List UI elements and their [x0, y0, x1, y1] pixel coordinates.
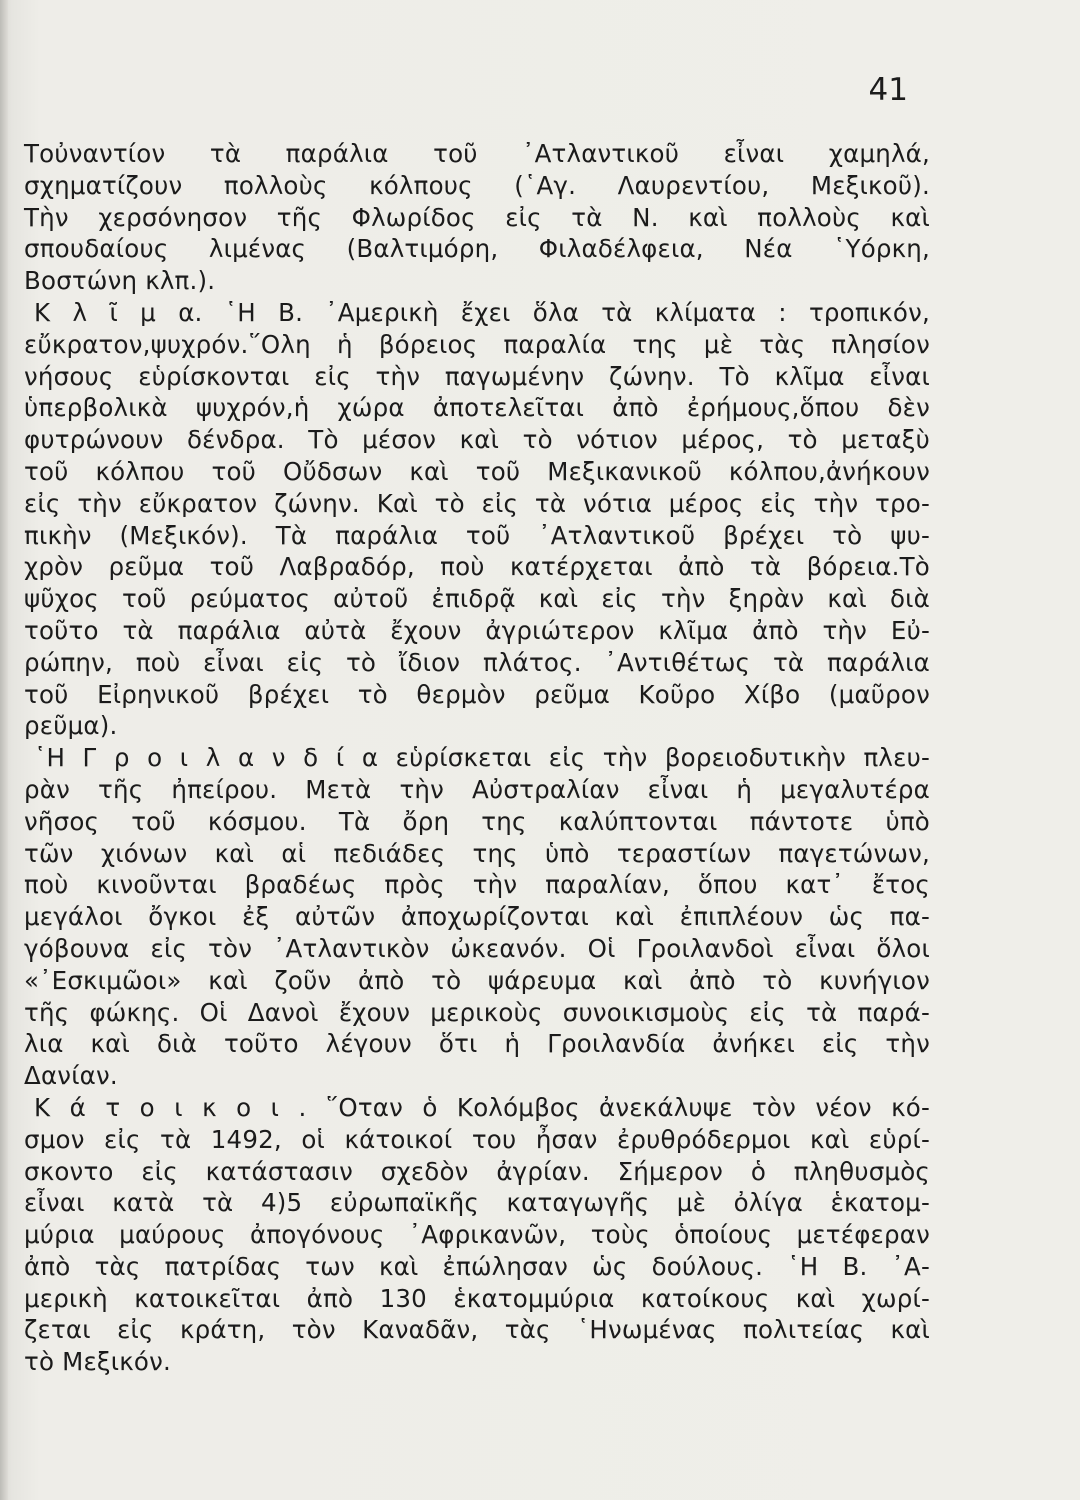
text-line: σμον εἰς τὰ 1492, οἱ κάτοικοί του ἦσαν ἐρυθρόδερμοι καὶ εὑρί-	[24, 1124, 930, 1154]
text-line: Δανίαν.	[24, 1061, 118, 1091]
text-line: λια καὶ διὰ τοῦτο λέγουν ὅτι ἡ Γροιλανδία ἀνήκει εἰς τὴν	[24, 1029, 930, 1059]
text-line: Βοστώνη κλπ.).	[24, 266, 216, 296]
text-line: τοῦτο τὰ παράλια αὐτὰ ἔχουν ἀγριώτερον κλῖμα ἀπὸ τὴν Εὐ-	[24, 615, 930, 645]
text-line: Τὴν χερσόνησον τῆς Φλωρίδος εἰς τὰ Ν. καὶ πολλοὺς καὶ	[24, 202, 930, 232]
text-line: ρώπην, ποὺ εἶναι εἰς τὸ ἴδιον πλάτος. ᾿Αντιθέτως τὰ παράλια	[24, 647, 930, 677]
text-line: ρὰν τῆς ἠπείρου. Μετὰ τὴν Αὐστραλίαν εἶναι ἡ μεγαλυτέρα	[24, 774, 930, 804]
text-line: ποὺ κινοῦνται βραδέως πρὸς τὴν παραλίαν, ὅπου κατ᾿ ἔτος	[24, 870, 930, 900]
binding-shadow	[0, 0, 8, 1500]
text-line: εὔκρατον,ψυχρόν.῞Ολη ἡ βόρειος παραλία της μὲ τὰς πλησίον	[24, 329, 930, 359]
text-line: φυτρώνουν δένδρα. Τὸ μέσον καὶ τὸ νότιον μέρος, τὸ μεταξὺ	[24, 425, 930, 455]
text-line: γόβουνα εἰς τὸν ᾿Ατλαντικὸν ὠκεανόν. Οἱ Γροιλανδοὶ εἶναι ὅλοι	[24, 933, 930, 963]
text-line: σχηματίζουν πολλοὺς κόλπους (῾Αγ. Λαυρεντίου, Μεξικοῦ).	[24, 170, 930, 200]
text-line: τοῦ Εἰρηνικοῦ βρέχει τὸ θερμὸν ρεῦμα Κοῦρο Χίβο (μαῦρον	[24, 679, 930, 709]
text-line: ψῦχος τοῦ ρεύματος αὐτοῦ ἐπιδρᾷ καὶ εἰς τὴν ξηρὰν καὶ διὰ	[24, 584, 930, 614]
text-line: πικὴν (Μεξικόν). Τὰ παράλια τοῦ ᾿Ατλαντικοῦ βρέχει τὸ ψυ-	[24, 520, 930, 550]
text-line: τῶν χιόνων καὶ αἱ πεδιάδες της ὑπὸ τεραστίων παγετώνων,	[24, 838, 930, 868]
text-line: τοῦ κόλπου τοῦ Οὔδσων καὶ τοῦ Μεξικανικοῦ κόλπου,ἀνήκουν	[24, 456, 930, 486]
text-line: εἶναι κατὰ τὰ 4)5 εὐρωπαϊκῆς καταγωγῆς μὲ ὀλίγα ἑκατομ-	[24, 1188, 930, 1218]
body-text	[24, 139, 930, 1379]
text-line: νήσους εὑρίσκονται εἰς τὴν παγωμένην ζώνην. Τὸ κλῖμα εἶναι	[24, 361, 930, 391]
text-line: χρὸν ρεῦμα τοῦ Λαβραδόρ, ποὺ κατέρχεται ἀπὸ τὰ βόρεια.Τὸ	[24, 552, 930, 582]
section-heading-line-climate: Κ λ ῖ μ α. ῾Η Β. ᾿Αμερικὴ ἔχει ὅλα τὰ κλίματα : τροπικόν,	[34, 297, 930, 327]
text-line: «᾿Εσκιμῶοι» καὶ ζοῦν ἀπὸ τὸ ψάρευμα καὶ ἀπὸ τὸ κυνήγιον	[24, 965, 930, 995]
section-heading-line-inhabitants: Κ ά τ ο ι κ ο ι . ῞Οταν ὁ Κολόμβος ἀνεκάλυψε τὸν νέον κό-	[34, 1092, 930, 1122]
text-line: σπουδαίους λιμένας (Βαλτιμόρη, Φιλαδέλφεια, Νέα ῾Υόρκη,	[24, 234, 930, 264]
text-line: σκοντο εἰς κατάστασιν σχεδὸν ἀγρίαν. Σήμερον ὁ πληθυσμὸς	[24, 1156, 930, 1186]
text-line: ἀπὸ τὰς πατρίδας των καὶ ἐπώλησαν ὡς δούλους. ῾Η Β. ᾿Α-	[24, 1251, 930, 1281]
text-line: Τοὐναντίον τὰ παράλια τοῦ ᾿Ατλαντικοῦ εἶναι χαμηλά,	[24, 139, 930, 168]
text-line: μεγάλοι ὄγκοι ἐξ αὐτῶν ἀποχωρίζονται καὶ ἐπιπλέουν ὡς πα-	[24, 902, 930, 932]
text-line: ὑπερβολικὰ ψυχρόν,ἡ χώρα ἀποτελεῖται ἀπὸ ἐρήμους,ὅπου δὲν	[24, 393, 930, 423]
text-line: τὸ Μεξικόν.	[24, 1347, 171, 1377]
text-line: ρεῦμα).	[24, 711, 118, 741]
text-line: ζεται εἰς κράτη, τὸν Καναδᾶν, τὰς ῾Ηνωμένας πολιτείας καὶ	[24, 1315, 930, 1345]
text-line: εἰς τὴν εὔκρατον ζώνην. Καὶ τὸ εἰς τὰ νότια μέρος εἰς τὴν τρο-	[24, 488, 930, 518]
text-line: τῆς φώκης. Οἱ Δανοὶ ἔχουν μερικοὺς συνοικισμοὺς εἰς τὰ παρά-	[24, 997, 930, 1027]
page-number: 41	[868, 72, 908, 108]
text-line: νῆσος τοῦ κόσμου. Τὰ ὄρη της καλύπτονται πάντοτε ὑπὸ	[24, 806, 930, 836]
text-line: μερικὴ κατοικεῖται ἀπὸ 130 ἑκατομμύρια κατοίκους καὶ χωρί-	[24, 1283, 930, 1313]
section-heading-line-greenland: ῾Η Γ ρ ο ι λ α ν δ ί α εὑρίσκεται εἰς τὴν βορειοδυτικὴν πλευ-	[34, 743, 930, 773]
text-line: μύρια μαύρους ἀπογόνους ᾿Αφρικανῶν, τοὺς ὁποίους μετέφεραν	[24, 1220, 930, 1250]
